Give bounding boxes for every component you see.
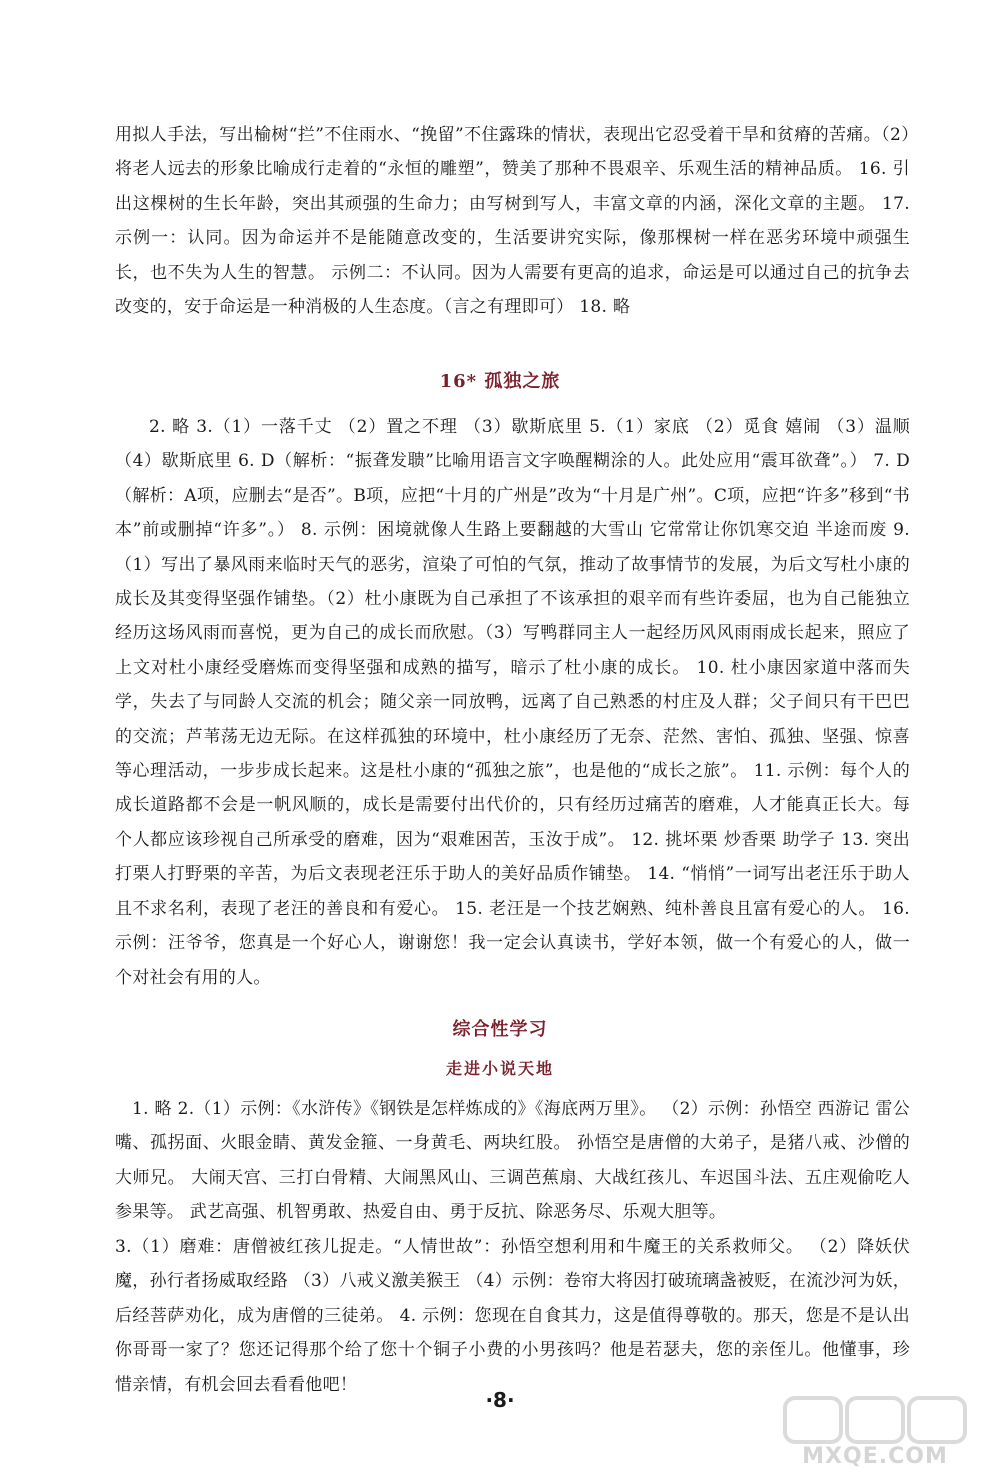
- watermark-url: MXQE.COM: [802, 1444, 948, 1469]
- paragraph-answers-15-18: 用拟人手法，写出榆树“拦”不住雨水、“挽留”不住露珠的情状，表现出它忍受着干旱和贫瘠的苦痛。（2）将老人远去的形象比喻成行走着的“永恒的雕塑”，赞美了那种不畏艰辛、乐观生活的精神品质。 16. 引出这棵树的生长年龄，突出其顽强的生命力；由写树到写人，丰富文章的内涵，深化文章的主题。 17. 示例一：认同。因为命运并不是能随意改变的，生活要讲究实际，像那棵树一样在恶劣环境中顽强生长，也不失为人生的智慧。 示例二：不认同。因为人需要有更高的追求，命运是可以通过自己的抗争去改变的，安于命运是一种消极的人生态度。（言之有理即可） 18. 略: [115, 125, 910, 318]
- watermark-glyph: [845, 1396, 905, 1444]
- watermark-glyph: [907, 1396, 967, 1444]
- subsection-heading: 走进小说天地: [445, 1059, 554, 1078]
- watermark-logo: [770, 1396, 980, 1471]
- paragraph-lesson-answers: 2. 略 3.（1）一落千丈 （2）置之不理 （3）歇斯底里 5.（1）家底 （2）觅食 嬉闹 （3）温顺 （4）歇斯底里 6. D（解析：“振聋发聩”比喻用语言文字唤醒糊涂的人。此处应用“震耳欲聋”。） 7. D（解析：A项，应删去“是否”。B项，应把“十月的广州是”改为“十月是广州”。C项，应把“许多”移到“书本”前或删掉“许多”。） 8. 示例：困境就像人生路上要翻越的大雪山 它常常让你饥寒交迫 半途而废 9.（1）写出了暴风雨来临时天气的恶劣，渲染了可怕的气氛，推动了故事情节的发展，为后文写杜小康的成长及其变得坚强作铺垫。（2）杜小康既为自己承担了不该承担的艰辛而有些许委屈，也为自己能独立经历这场风雨而喜悦，更为自己的成长而欣慰。（3）写鸭群同主人一起经历风风雨雨成长起来，照应了上文对杜小康经受磨炼而变得坚强和成熟的描写，暗示了杜小康的成长。 10. 杜小康因家道中落而失学，失去了与同龄人交流的机会；随父亲一同放鸭，远离了自己熟悉的村庄及人群；父子间只有干巴巴的交流；芦苇荡无边无际。在这样孤独的环境中，杜小康经历了无奈、茫然、害怕、孤独、坚强、惊喜等心理活动，一步步成长起来。这是杜小康的“孤独之旅”，也是他的“成长之旅”。 11. 示例：每个人的成长道路都不会是一帆风顺的，成长是需要付出代价的，只有经历过痛苦的磨难，人才能真正长大。每个人都应该珍视自己所承受的磨难，因为“艰难困苦，玉汝于成”。 12. 挑坏栗 炒香栗 助学子 13. 突出打栗人打野栗的辛苦，为后文表现老汪乐于助人的美好品质作铺垫。 14. “悄悄”一词写出老汪乐于助人且不求名利，表现了老汪的善良和有爱心。 15. 老汪是一个技艺娴熟、纯朴善良且富有爱心的人。 16. 示例：汪爷爷，您真是一个好心人，谢谢您！我一定会认真读书，学好本领，做一个有爱心的人，做一个对社会有用的人。: [115, 417, 910, 988]
- page-number: ·8·: [485, 1388, 515, 1412]
- watermark-glyph: [783, 1396, 843, 1444]
- paragraph-novel-answers-3-4: 3.（1）磨难：唐僧被红孩儿捉走。“人情世故”：孙悟空想利用和牛魔王的关系救师父。 （2）降妖伏魔，孙行者扬威取经路 （3）八戒义激美猴王 （4）示例：卷帘大将因打破琉璃盏被贬，在流沙河为妖，后经菩萨劝化，成为唐僧的三徒弟。 4. 示例：您现在自食其力，这是值得尊敬的。那天，您是不是认出你哥哥一家了？您还记得那个给了您十个铜子小费的小男孩吗？他是若瑟夫，您的亲侄儿。他懂事，珍惜亲情，有机会回去看看他吧！: [115, 1237, 910, 1395]
- paragraph-novel-answers-1-2: 1. 略 2.（1）示例：《水浒传》《钢铁是怎样炼成的》《海底两万里》。 （2）示例：孙悟空 西游记 雷公嘴、孤拐面、火眼金睛、黄发金箍、一身黄毛、两块红股。 孙悟空是唐僧的大弟子，是猪八戒、沙僧的大师兄。 大闹天宫、三打白骨精、大闹黑风山、三调芭蕉扇、大战红孩儿、车迟国斗法、五庄观偷吃人参果等。 武艺高强、机智勇敢、热爱自由、勇于反抗、除恶务尽、乐观大胆等。: [115, 1099, 910, 1223]
- lesson-heading: 16* 孤独之旅: [439, 371, 561, 392]
- section-heading: 综合性学习: [452, 1019, 548, 1040]
